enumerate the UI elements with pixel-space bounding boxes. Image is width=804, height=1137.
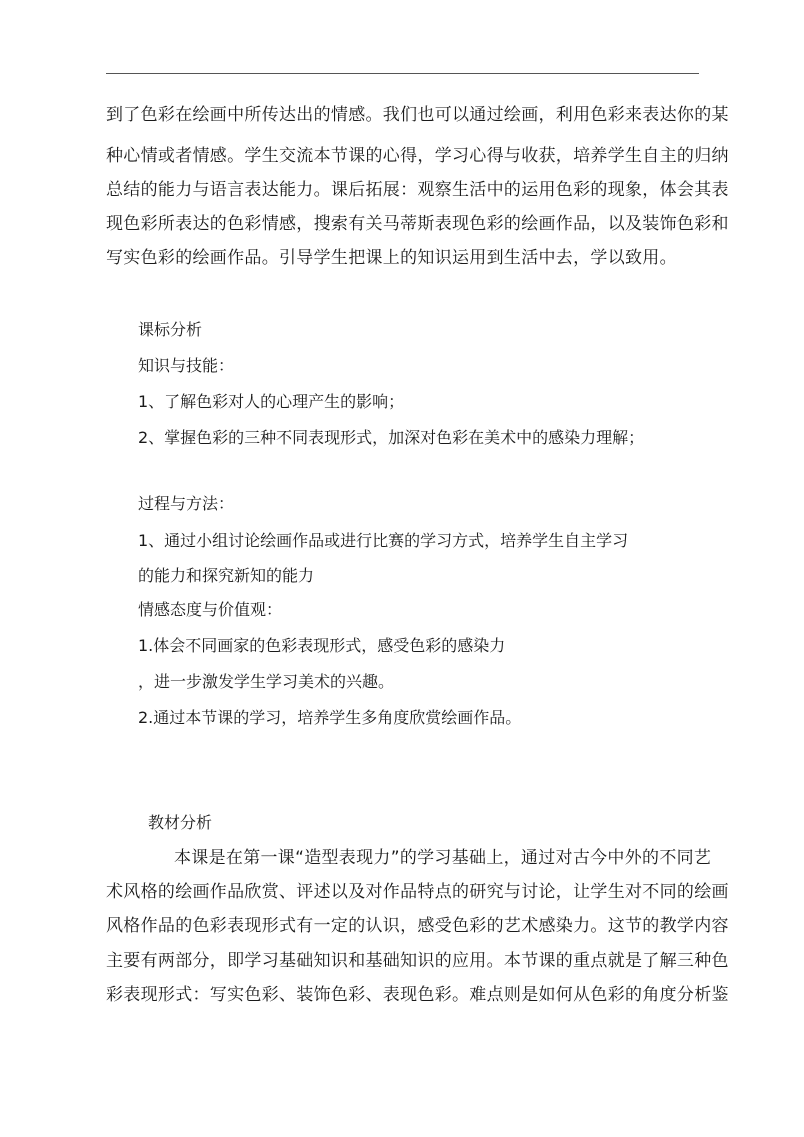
textbook-line3: 风格作品的色彩表现形式有一定的认识，感受色彩的艺术感染力。这节的教学内容 bbox=[106, 916, 729, 936]
textbook-line4: 主要有两部分，即学习基础知识和基础知识的应用。本节课的重点就是了解三种色 bbox=[106, 951, 729, 971]
subheading-knowledge: 知识与技能： bbox=[138, 356, 235, 375]
process-item-1-cont: 的能力和探究新知的能力 bbox=[138, 566, 315, 585]
textbook-line5: 彩表现形式：写实色彩、装饰色彩、表现色彩。难点则是如何从色彩的角度分析鉴 bbox=[106, 985, 729, 1005]
process-item-1: 1、通过小组讨论绘画作品或进行比赛的学习方式，培养学生自主学习 bbox=[138, 531, 629, 550]
attitude-item-1: 1.体会不同画家的色彩表现形式，感受色彩的感染力 bbox=[138, 636, 506, 655]
attitude-item-2: 2.通过本节课的学习，培养学生多角度欣赏绘画作品。 bbox=[138, 708, 522, 727]
section-title-textbook: 教材分析 bbox=[148, 813, 213, 832]
textbook-line2: 术风格的绘画作品欣赏、评述以及对作品特点的研究与讨论，让学生对不同的绘画 bbox=[106, 882, 729, 902]
para1-line2: 种心情或者情感。学生交流本节课的心得，学习心得与收获，培养学生自主的归纳 bbox=[106, 146, 729, 166]
textbook-line1: 本课是在第一课“造型表现力”的学习基础上，通过对古今中外的不同艺 bbox=[174, 848, 712, 868]
section-title-curriculum: 课标分析 bbox=[138, 320, 203, 339]
subheading-attitude: 情感态度与价值观： bbox=[138, 600, 283, 619]
subheading-process: 过程与方法： bbox=[138, 494, 235, 513]
knowledge-item-1: 1、了解色彩对人的心理产生的影响； bbox=[138, 392, 405, 411]
knowledge-item-2: 2、掌握色彩的三种不同表现形式，加深对色彩在美术中的感染力理解； bbox=[138, 428, 645, 447]
para1-line3: 总结的能力与语言表达能力。课后拓展：观察生活中的运用色彩的现象，体会其表 bbox=[106, 180, 729, 200]
para1-line1: 到了色彩在绘画中所传达出的情感。我们也可以通过绘画，利用色彩来表达你的某 bbox=[106, 105, 729, 125]
para1-line5: 写实色彩的绘画作品。引导学生把课上的知识运用到生活中去，学以致用。 bbox=[106, 248, 677, 268]
header-rule bbox=[106, 73, 699, 74]
para1-line4: 现色彩所表达的色彩情感，搜索有关马蒂斯表现色彩的绘画作品，以及装饰色彩和 bbox=[106, 214, 729, 234]
attitude-item-1-cont: ，进一步激发学生学习美术的兴趣。 bbox=[138, 672, 395, 691]
